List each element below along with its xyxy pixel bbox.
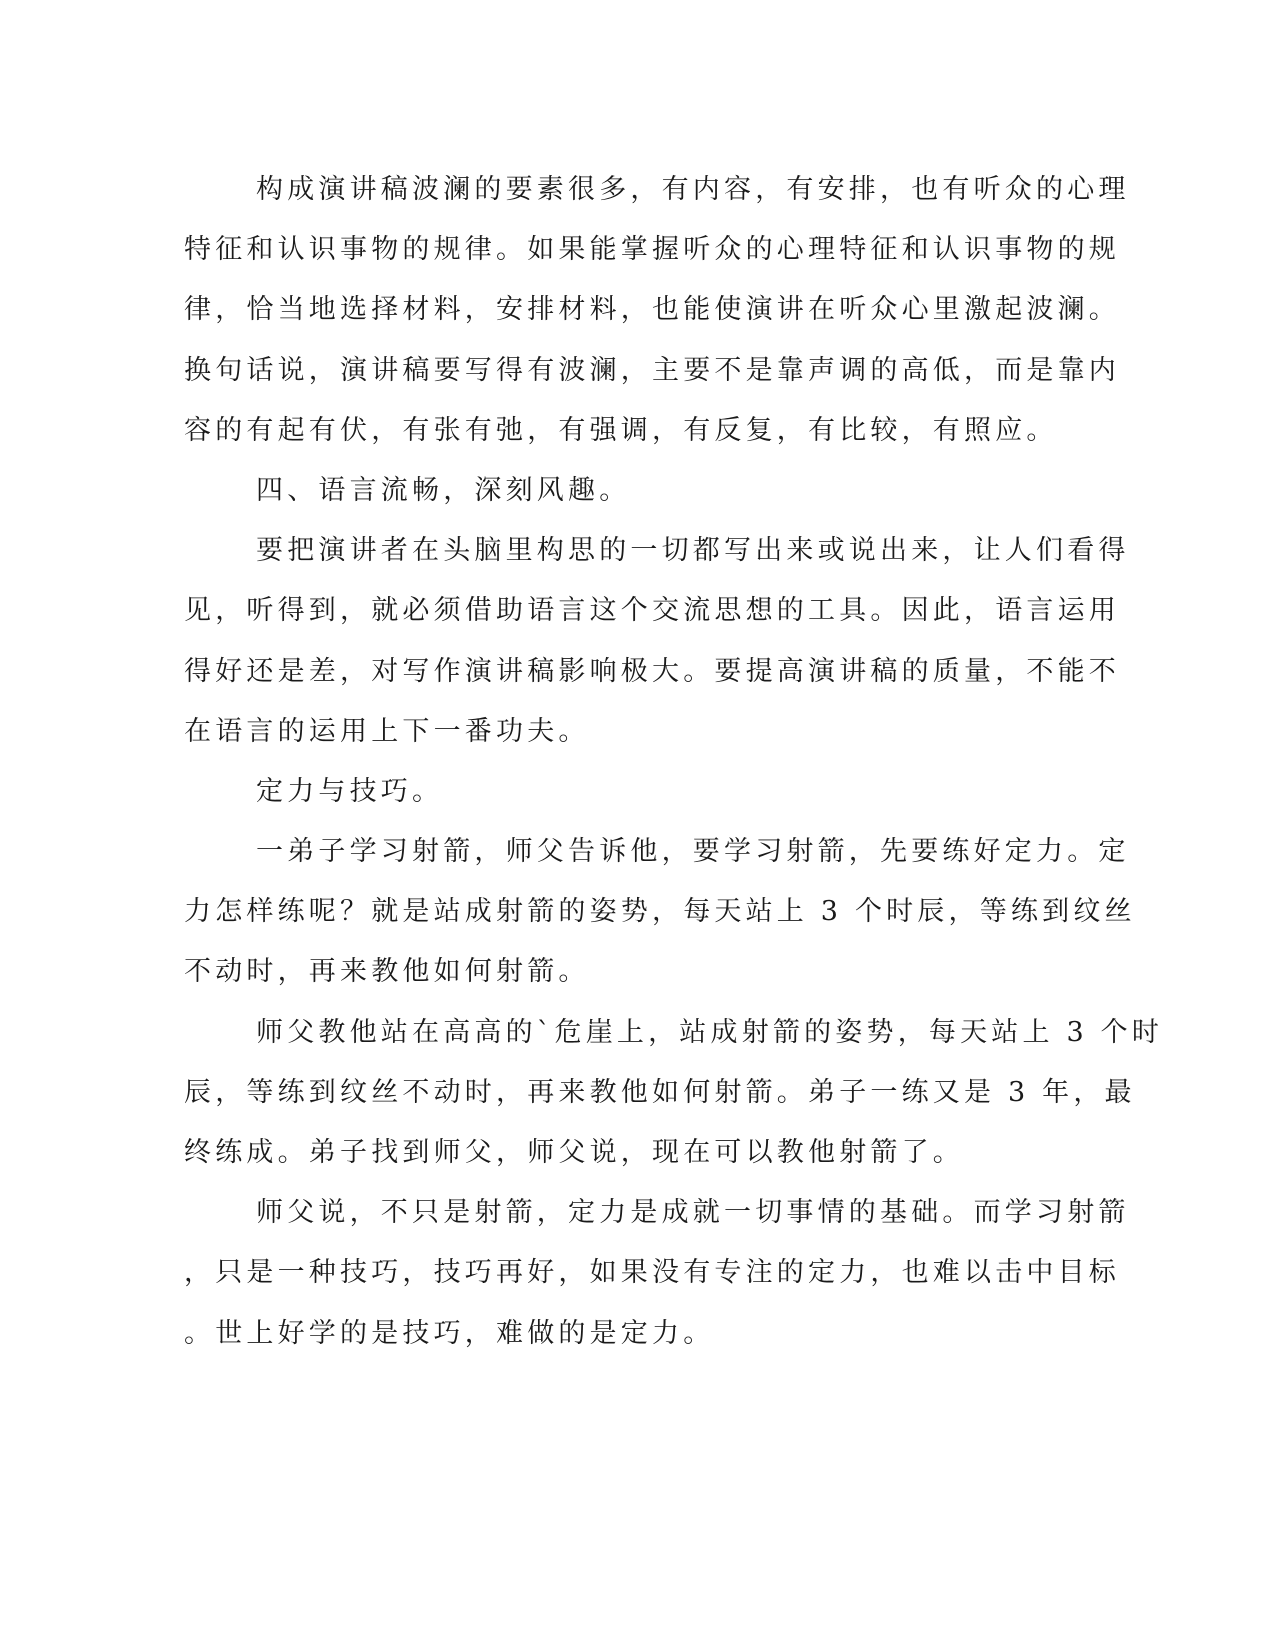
- text-line: 特征和认识事物的规律。如果能掌握听众的心理特征和认识事物的规: [184, 234, 1120, 266]
- text-line: 构成演讲稿波澜的要素很多，有内容，有安排，也有听众的心理: [256, 174, 1130, 205]
- text-line: 力怎样练呢？就是站成射箭的姿势，每天站上 3 个时辰，等练到纹丝: [184, 896, 1136, 928]
- text-line: 要把演讲者在头脑里构思的一切都写出来或说出来，让人们看得: [256, 535, 1130, 567]
- section-heading: 定力与技巧。: [256, 775, 444, 807]
- text-line: 在语言的运用上下一番功夫。: [184, 715, 590, 747]
- document-body: [184, 160, 1164, 1364]
- text-line: 得好还是差，对写作演讲稿影响极大。要提高演讲稿的质量，不能不: [184, 655, 1120, 687]
- text-line: 师父教他站在高高的`危崖上，站成射箭的姿势，每天站上 3 个时: [256, 1016, 1164, 1048]
- section-heading: 四、语言流畅，深刻风趣。: [256, 474, 631, 506]
- text-line: 换句话说，演讲稿要写得有波澜，主要不是靠声调的高低，而是靠内: [184, 354, 1120, 386]
- text-line: ，只是一种技巧，技巧再好，如果没有专注的定力，也难以击中目标: [184, 1257, 1120, 1289]
- text-line: 终练成。弟子找到师父，师父说，现在可以教他射箭了。: [184, 1137, 964, 1168]
- text-line: 一弟子学习射箭，师父告诉他，要学习射箭，先要练好定力。定: [256, 836, 1130, 868]
- text-line: 辰，等练到纹丝不动时，再来教他如何射箭。弟子一练又是 3 年，最: [184, 1076, 1136, 1108]
- text-line: 见，听得到，就必须借助语言这个交流思想的工具。因此，语言运用: [184, 595, 1120, 627]
- text-line: 。世上好学的是技巧，难做的是定力。: [184, 1317, 715, 1349]
- text-line: 师父说，不只是射箭，定力是成就一切事情的基础。而学习射箭: [256, 1197, 1130, 1229]
- text-line: 容的有起有伏，有张有弛，有强调，有反复，有比较，有照应。: [184, 414, 1058, 446]
- text-line: 不动时，再来教他如何射箭。: [184, 956, 590, 988]
- text-line: 律，恰当地选择材料，安排材料，也能使演讲在听众心里激起波澜。: [184, 294, 1120, 326]
